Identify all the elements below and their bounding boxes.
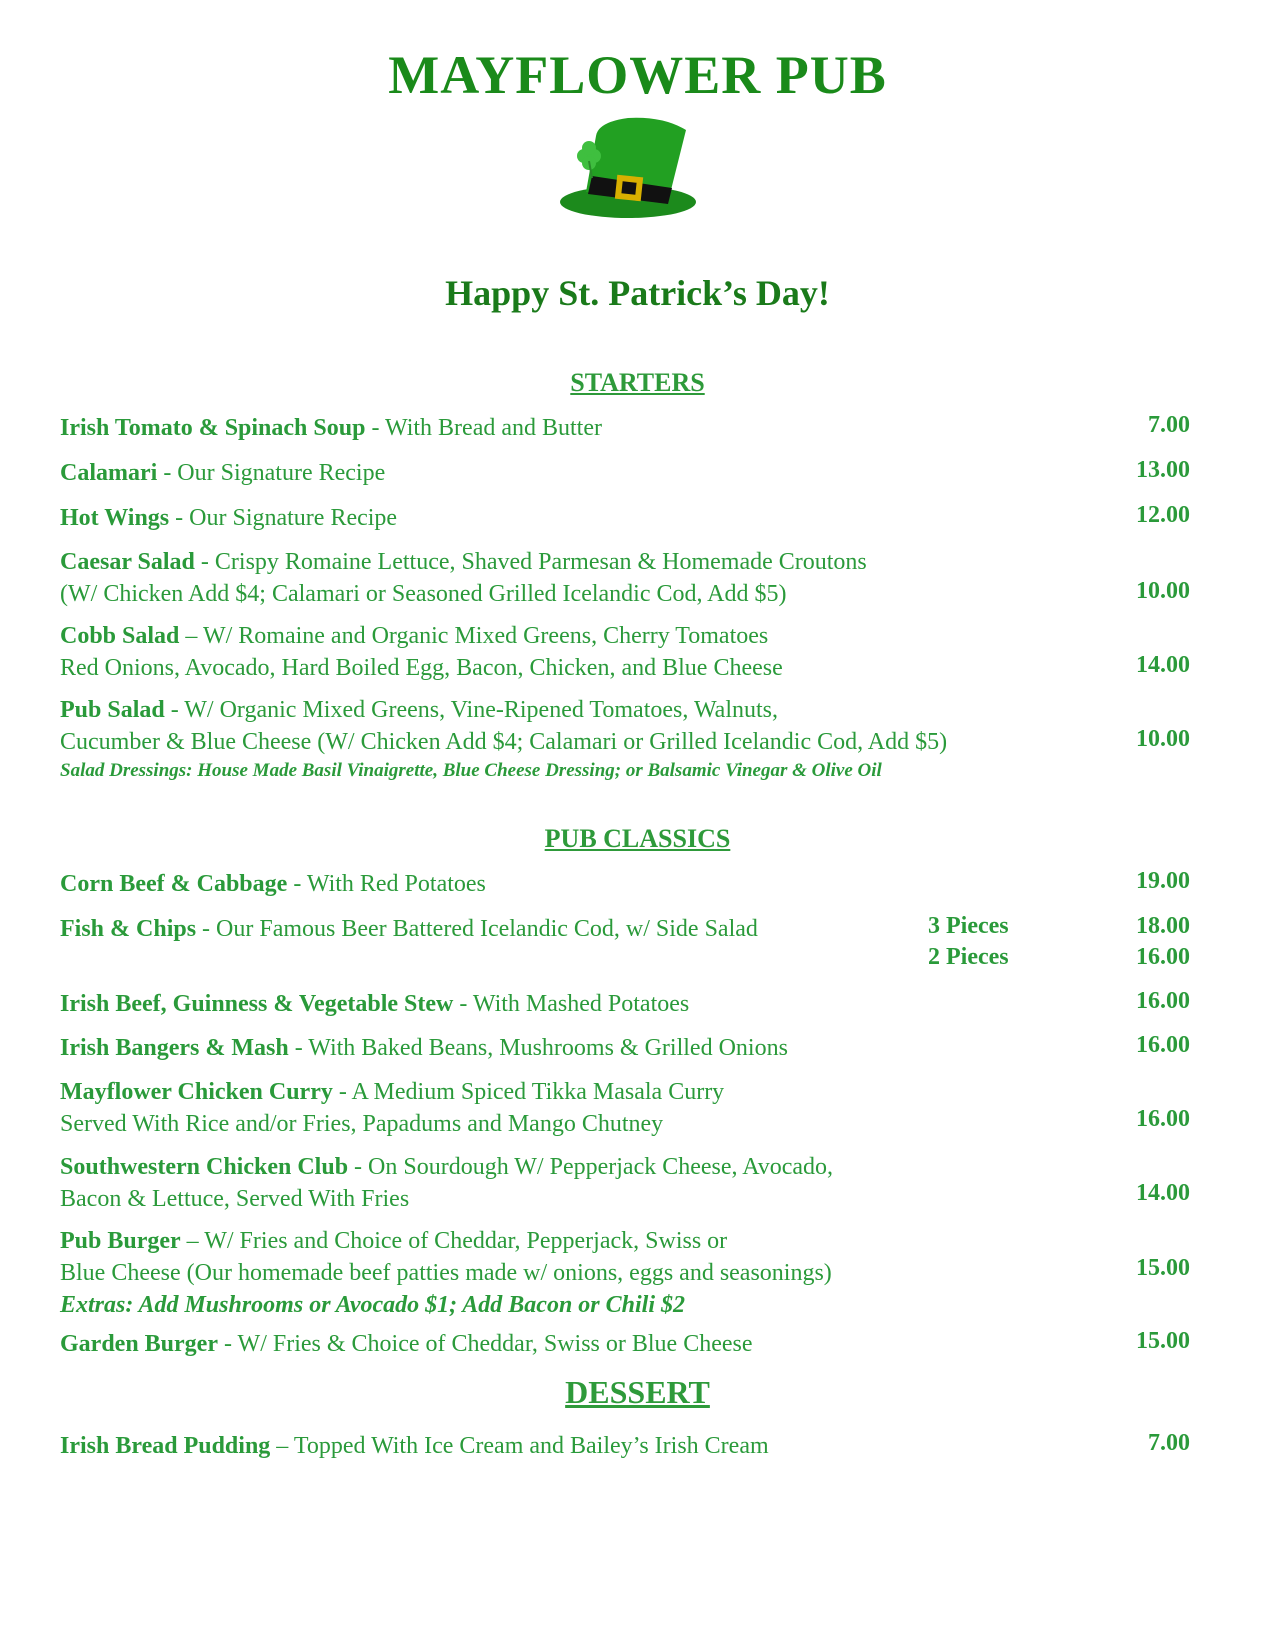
item-desc: - With Baked Beans, Mushrooms & Grilled Onions <box>288 1035 788 1061</box>
item-desc-continued: Cucumber & Blue Cheese (W/ Chicken Add $4; Calamari or Grilled Icelandic Cod, Add $5) <box>60 729 948 755</box>
section-heading-pub-classics: PUB CLASSICS <box>544 824 731 853</box>
item-price: 19.00 <box>1136 868 1190 894</box>
item-desc: – W/ Fries and Choice of Cheddar, Pepperjack, Swiss or <box>180 1228 728 1254</box>
item-price: 10.00 <box>1136 726 1190 752</box>
item-name: Southwestern Chicken Club <box>60 1154 349 1180</box>
menu-item <box>60 457 1190 489</box>
item-desc: – W/ Romaine and Organic Mixed Greens, Cherry Tomatoes <box>179 623 769 649</box>
item-desc-continued: (W/ Chicken Add $4; Calamari or Seasoned Grilled Icelandic Cod, Add $5) <box>60 581 787 607</box>
item-price: 15.00 <box>1136 1328 1190 1354</box>
item-price: 16.00 <box>1136 1032 1190 1058</box>
item-name: Mayflower Chicken Curry <box>60 1079 333 1105</box>
item-name: Corn Beef & Cabbage <box>60 871 288 897</box>
section-heading-dessert: DESSERT <box>565 1374 710 1410</box>
item-name: Irish Bread Pudding <box>60 1433 271 1459</box>
item-desc: – Topped With Ice Cream and Bailey’s Irish Cream <box>270 1433 769 1459</box>
item-desc: - With Bread and Butter <box>365 415 602 441</box>
item-price: 14.00 <box>1136 652 1190 678</box>
item-name: Calamari <box>60 460 158 486</box>
menu-item <box>60 988 1190 1020</box>
item-desc: - W/ Fries & Choice of Cheddar, Swiss or Blue Cheese <box>217 1331 753 1357</box>
menu-item <box>60 913 1190 945</box>
menu-item <box>60 1032 1190 1064</box>
item-desc-continued: Bacon & Lettuce, Served With Fries <box>60 1186 410 1212</box>
item-name: Pub Salad <box>60 697 165 723</box>
item-price: 16.00 <box>1136 944 1190 970</box>
burger-extras-note: Extras: Add Mushrooms or Avocado $1; Add Bacon or Chili $2 <box>60 1292 685 1318</box>
item-desc: - A Medium Spiced Tikka Masala Curry <box>332 1079 725 1105</box>
item-name: Irish Tomato & Spinach Soup <box>60 415 366 441</box>
item-price: 14.00 <box>1136 1180 1190 1206</box>
item-desc: - Our Signature Recipe <box>157 460 386 486</box>
salad-dressings-note: Salad Dressings: House Made Basil Vinaigrette, Blue Cheese Dressing; or Balsamic Vinegar & Olive Oil <box>60 760 882 781</box>
item-desc: - W/ Organic Mixed Greens, Vine-Ripened Tomatoes, Walnuts, <box>164 697 778 723</box>
page-title: MAYFLOWER PUB <box>388 45 887 105</box>
item-name: Cobb Salad <box>60 623 180 649</box>
item-name: Fish & Chips <box>60 916 197 942</box>
greeting: Happy St. Patrick’s Day! <box>445 273 830 313</box>
leprechaun-hat-icon <box>558 106 698 226</box>
item-desc: - With Red Potatoes <box>287 871 486 897</box>
item-price: 16.00 <box>1136 1106 1190 1132</box>
item-name: Hot Wings <box>60 505 170 531</box>
menu-item <box>60 1151 1190 1215</box>
item-price: 12.00 <box>1136 502 1190 528</box>
item-price: 16.00 <box>1136 988 1190 1014</box>
item-price: 7.00 <box>1148 1430 1190 1456</box>
item-desc-continued: Blue Cheese (Our homemade beef patties made w/ onions, eggs and seasonings) <box>60 1260 832 1286</box>
menu-item <box>60 1076 1190 1140</box>
item-price: 10.00 <box>1136 578 1190 604</box>
item-desc-continued: Red Onions, Avocado, Hard Boiled Egg, Bacon, Chicken, and Blue Cheese <box>60 655 783 681</box>
menu-item <box>60 868 1190 900</box>
item-price: 13.00 <box>1136 457 1190 483</box>
item-desc: - Our Famous Beer Battered Icelandic Cod, w/ Side Salad <box>196 916 758 942</box>
item-desc: - Our Signature Recipe <box>169 505 398 531</box>
item-name: Pub Burger <box>60 1228 181 1254</box>
menu-item <box>60 412 1190 444</box>
menu-item <box>60 694 1190 784</box>
item-price: 7.00 <box>1148 412 1190 438</box>
menu-item <box>60 1328 1190 1360</box>
item-desc: - With Mashed Potatoes <box>453 991 690 1017</box>
item-name: Irish Bangers & Mash <box>60 1035 289 1061</box>
portion-option: 3 Pieces <box>928 913 1009 939</box>
menu-item <box>60 1225 1190 1321</box>
menu-item <box>60 1430 1190 1462</box>
portion-option: 2 Pieces <box>928 944 1009 970</box>
item-name: Garden Burger <box>60 1331 218 1357</box>
item-name: Irish Beef, Guinness & Vegetable Stew <box>60 991 454 1017</box>
item-price: 15.00 <box>1136 1255 1190 1281</box>
item-desc-continued: Served With Rice and/or Fries, Papadums and Mango Chutney <box>60 1111 664 1137</box>
section-heading-starters: STARTERS <box>570 368 705 397</box>
item-price: 18.00 <box>1136 913 1190 939</box>
item-desc: - Crispy Romaine Lettuce, Shaved Parmesan & Homemade Croutons <box>194 549 867 575</box>
menu-item <box>60 546 1190 610</box>
item-name: Caesar Salad <box>60 549 195 575</box>
menu-item <box>60 502 1190 534</box>
item-desc: - On Sourdough W/ Pepperjack Cheese, Avocado, <box>348 1154 834 1180</box>
menu-item <box>60 620 1190 684</box>
